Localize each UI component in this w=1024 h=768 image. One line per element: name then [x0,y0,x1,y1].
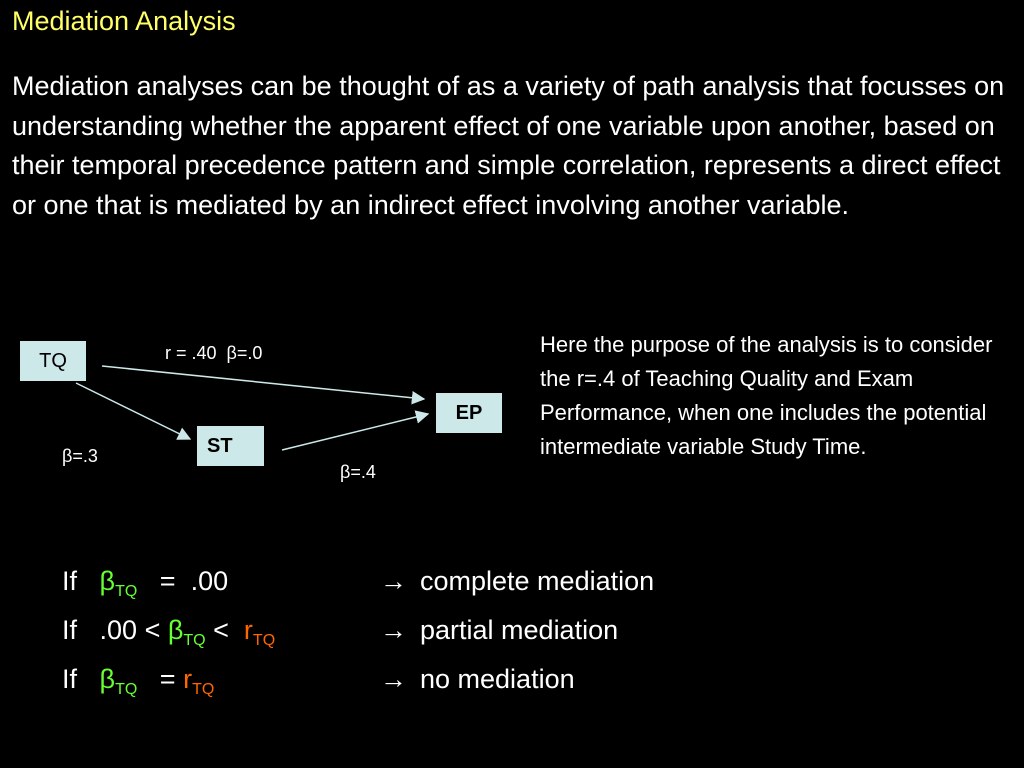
node-exam-performance: EP [436,393,502,433]
rule-no-mediation [62,659,822,699]
label-tq-st: β=.3 [62,446,98,466]
if-word: If [62,615,78,645]
arrow-tq-to-st [76,383,190,439]
r-symbol: $r_{TQ}$ [243,615,276,649]
condition-lt: < [213,615,229,645]
if-word: If [62,566,78,596]
outcome-text: partial mediation [420,615,619,645]
label-st-ep: β=.4 [340,462,376,482]
arrow-st-to-ep [282,414,428,450]
r-symbol: $r_{TQ}$ [183,664,215,698]
beta-symbol: $\beta_{TQ}$ [167,615,206,649]
condition-lead: .00 < [99,615,161,645]
arrow-icon: → [380,664,407,694]
arrow-tq-to-ep [102,366,424,399]
arrow-icon: → [380,566,407,596]
analysis-note: Here the purpose of the analysis is to consider the r=.4 of Teaching Quality and Exam Performance, when one includes the potential intermediate variable Study Time. [540,332,993,459]
arrow-icon: → [380,615,407,645]
slide-title: Mediation Analysis [12,6,236,36]
node-teaching-quality: TQ [20,341,86,381]
outcome-text: no mediation [420,664,575,694]
rule-partial-mediation [62,610,822,650]
beta-symbol: $\beta_{TQ}$ [99,664,138,698]
condition-eq: = .00 [159,566,229,596]
intro-paragraph: Mediation analyses can be thought of as a variety of path analysis that focusses on understanding whether the apparent effect of one variable upon another, based on their temporal precedence pattern and simple correlation, represents a direct effect or one that is mediated by an indirect effect involving another variable. [12,71,1005,220]
node-study-time: ST [197,426,264,466]
condition-eq: = [159,664,176,694]
outcome-text: complete mediation [420,566,655,596]
rule-complete-mediation [62,561,822,601]
label-tq-ep: r = .40 β=.0 [165,343,263,363]
if-word: If [62,664,78,694]
beta-symbol: $\beta_{TQ}$ [99,566,138,600]
